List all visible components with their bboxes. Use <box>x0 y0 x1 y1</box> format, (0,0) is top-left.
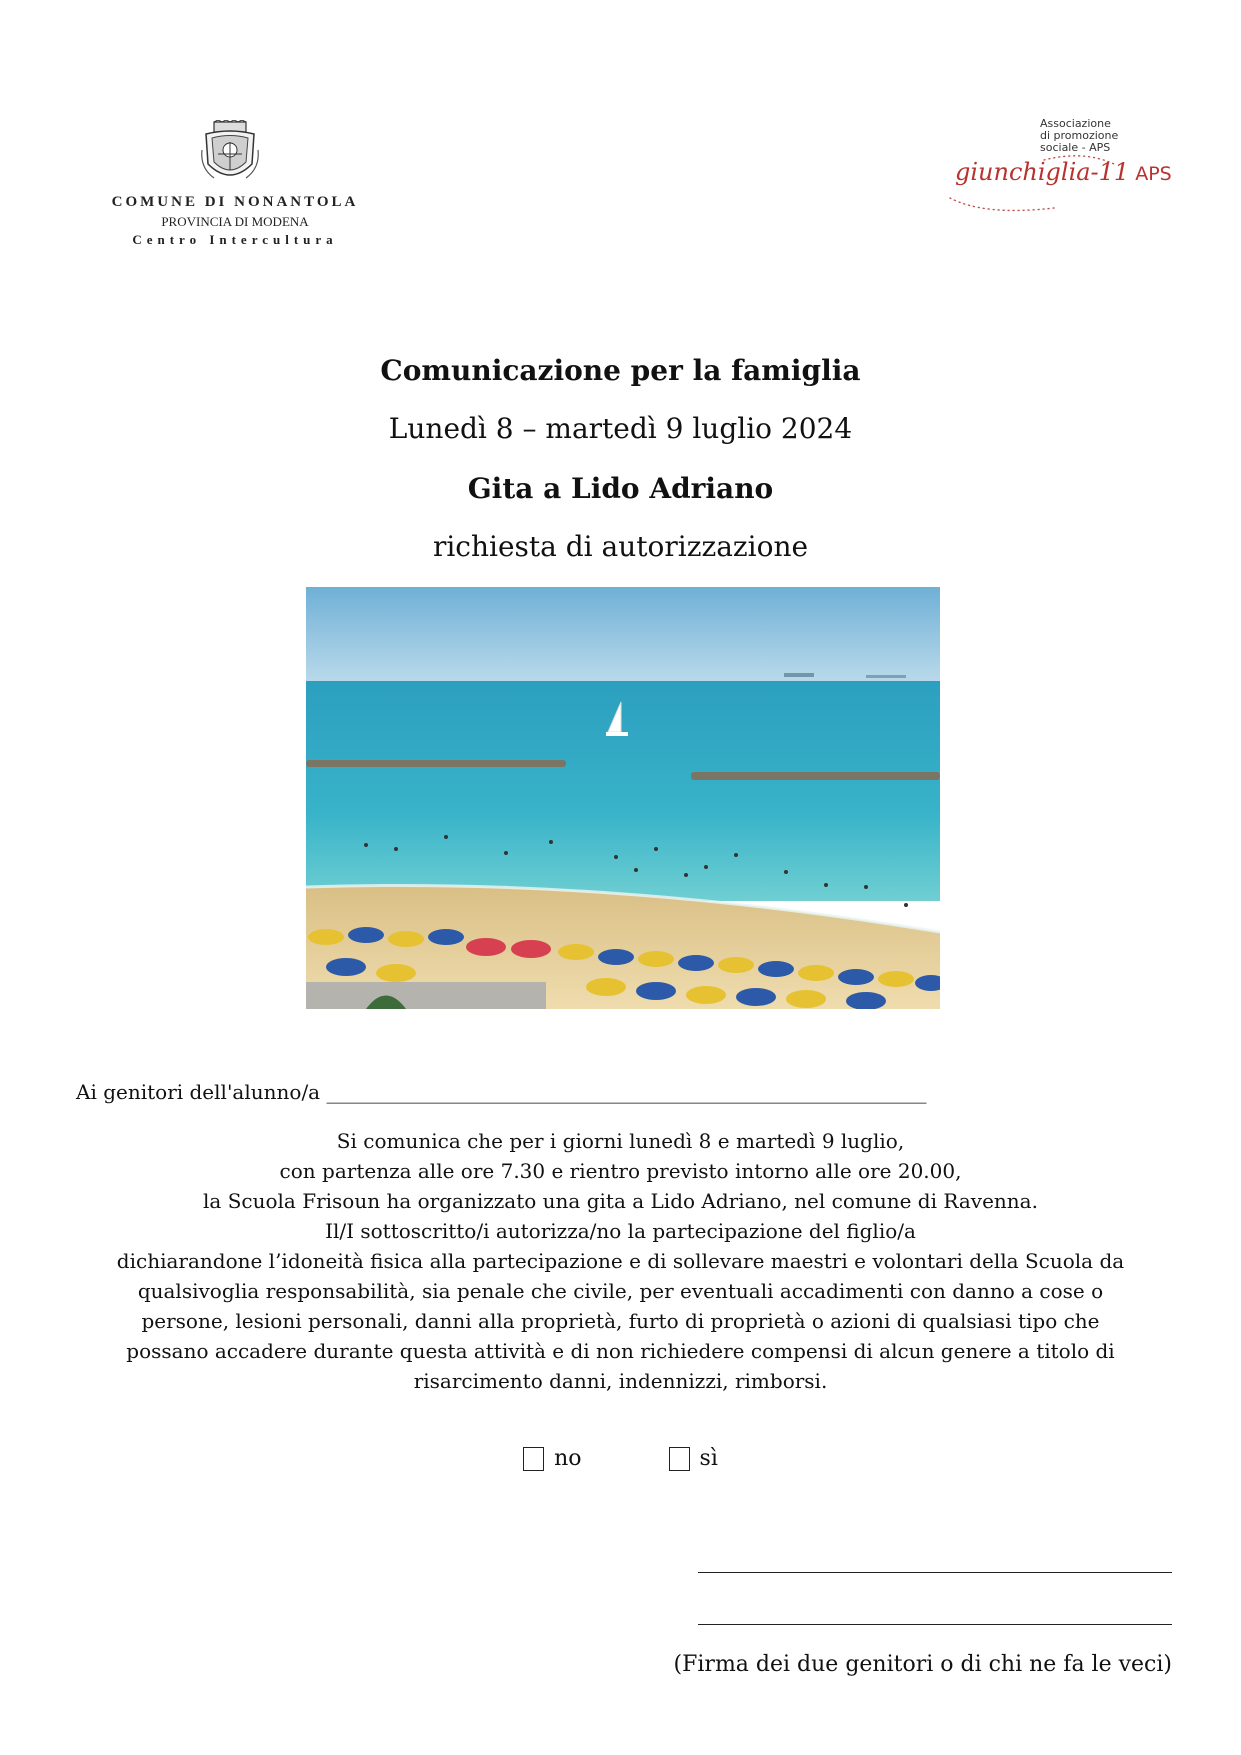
association-logo-name: giunchiglia-11 <box>955 158 1130 186</box>
option-yes[interactable] <box>669 1446 718 1471</box>
paragraph-line: Si comunica che per i giorni lunedì 8 e martedì 9 luglio, <box>336 1129 905 1153</box>
paragraph-line: persone, lesioni personali, danni alla proprietà, furto di proprietà o azioni di qualsiasi tipo che <box>141 1309 1100 1333</box>
trip-dates: Lunedì 8 – martedì 9 luglio 2024 <box>388 412 853 445</box>
coat-of-arms-icon <box>200 120 260 186</box>
parents-name-field[interactable]: Ai genitori dell'alunno/a ____________________________________________________________ <box>76 1080 927 1104</box>
association-logo <box>955 158 1172 186</box>
checkbox-yes[interactable] <box>669 1447 690 1471</box>
signature-caption: (Firma dei due genitori o di chi ne fa le veci) <box>673 1652 1172 1677</box>
paragraph-line: possano accadere durante questa attività e di non richiedere compensi di alcun genere a titolo di <box>126 1339 1115 1363</box>
municipality-department: Centro Intercultura <box>132 232 338 247</box>
signature-line-2[interactable] <box>698 1624 1172 1625</box>
association-logo-suffix: APS <box>1135 163 1172 185</box>
beach-photo-icon <box>306 587 940 1009</box>
document-heading: Comunicazione per la famiglia <box>380 354 861 387</box>
trip-title: Gita a Lido Adriano <box>467 472 774 505</box>
option-no[interactable] <box>523 1446 581 1471</box>
signature-line-1[interactable] <box>698 1572 1172 1573</box>
paragraph-line: Il/I sottoscritto/i autorizza/no la partecipazione del figlio/a <box>325 1219 916 1243</box>
municipality-name: COMUNE DI NONANTOLA <box>111 194 359 210</box>
association-description <box>1040 118 1140 154</box>
paragraph-line: dichiarandone l’idoneità fisica alla partecipazione e di sollevare maestri e volontari della Scuola da <box>116 1249 1125 1273</box>
authorization-paragraph <box>60 1126 1181 1396</box>
association-description-line: sociale - APS <box>1040 141 1111 154</box>
checkbox-no[interactable] <box>523 1447 544 1471</box>
association-description-line: Associazione <box>1040 117 1111 130</box>
authorization-options <box>0 1446 1241 1477</box>
municipality-province: PROVINCIA DI MODENA <box>161 214 309 229</box>
option-yes-label: sì <box>699 1446 718 1471</box>
paragraph-line: risarcimento danni, indennizzi, rimborsi. <box>413 1369 828 1393</box>
paragraph-line: con partenza alle ore 7.30 e rientro previsto intorno alle ore 20.00, <box>279 1159 962 1183</box>
document-subtitle: richiesta di autorizzazione <box>432 530 809 563</box>
association-description-line: di promozione <box>1040 129 1119 142</box>
option-no-label: no <box>554 1446 582 1471</box>
paragraph-line: la Scuola Frisoun ha organizzato una gita a Lido Adriano, nel comune di Ravenna. <box>203 1189 1038 1213</box>
paragraph-line: qualsivoglia responsabilità, sia penale che civile, per eventuali accadimenti con danno a cose o <box>137 1279 1104 1303</box>
